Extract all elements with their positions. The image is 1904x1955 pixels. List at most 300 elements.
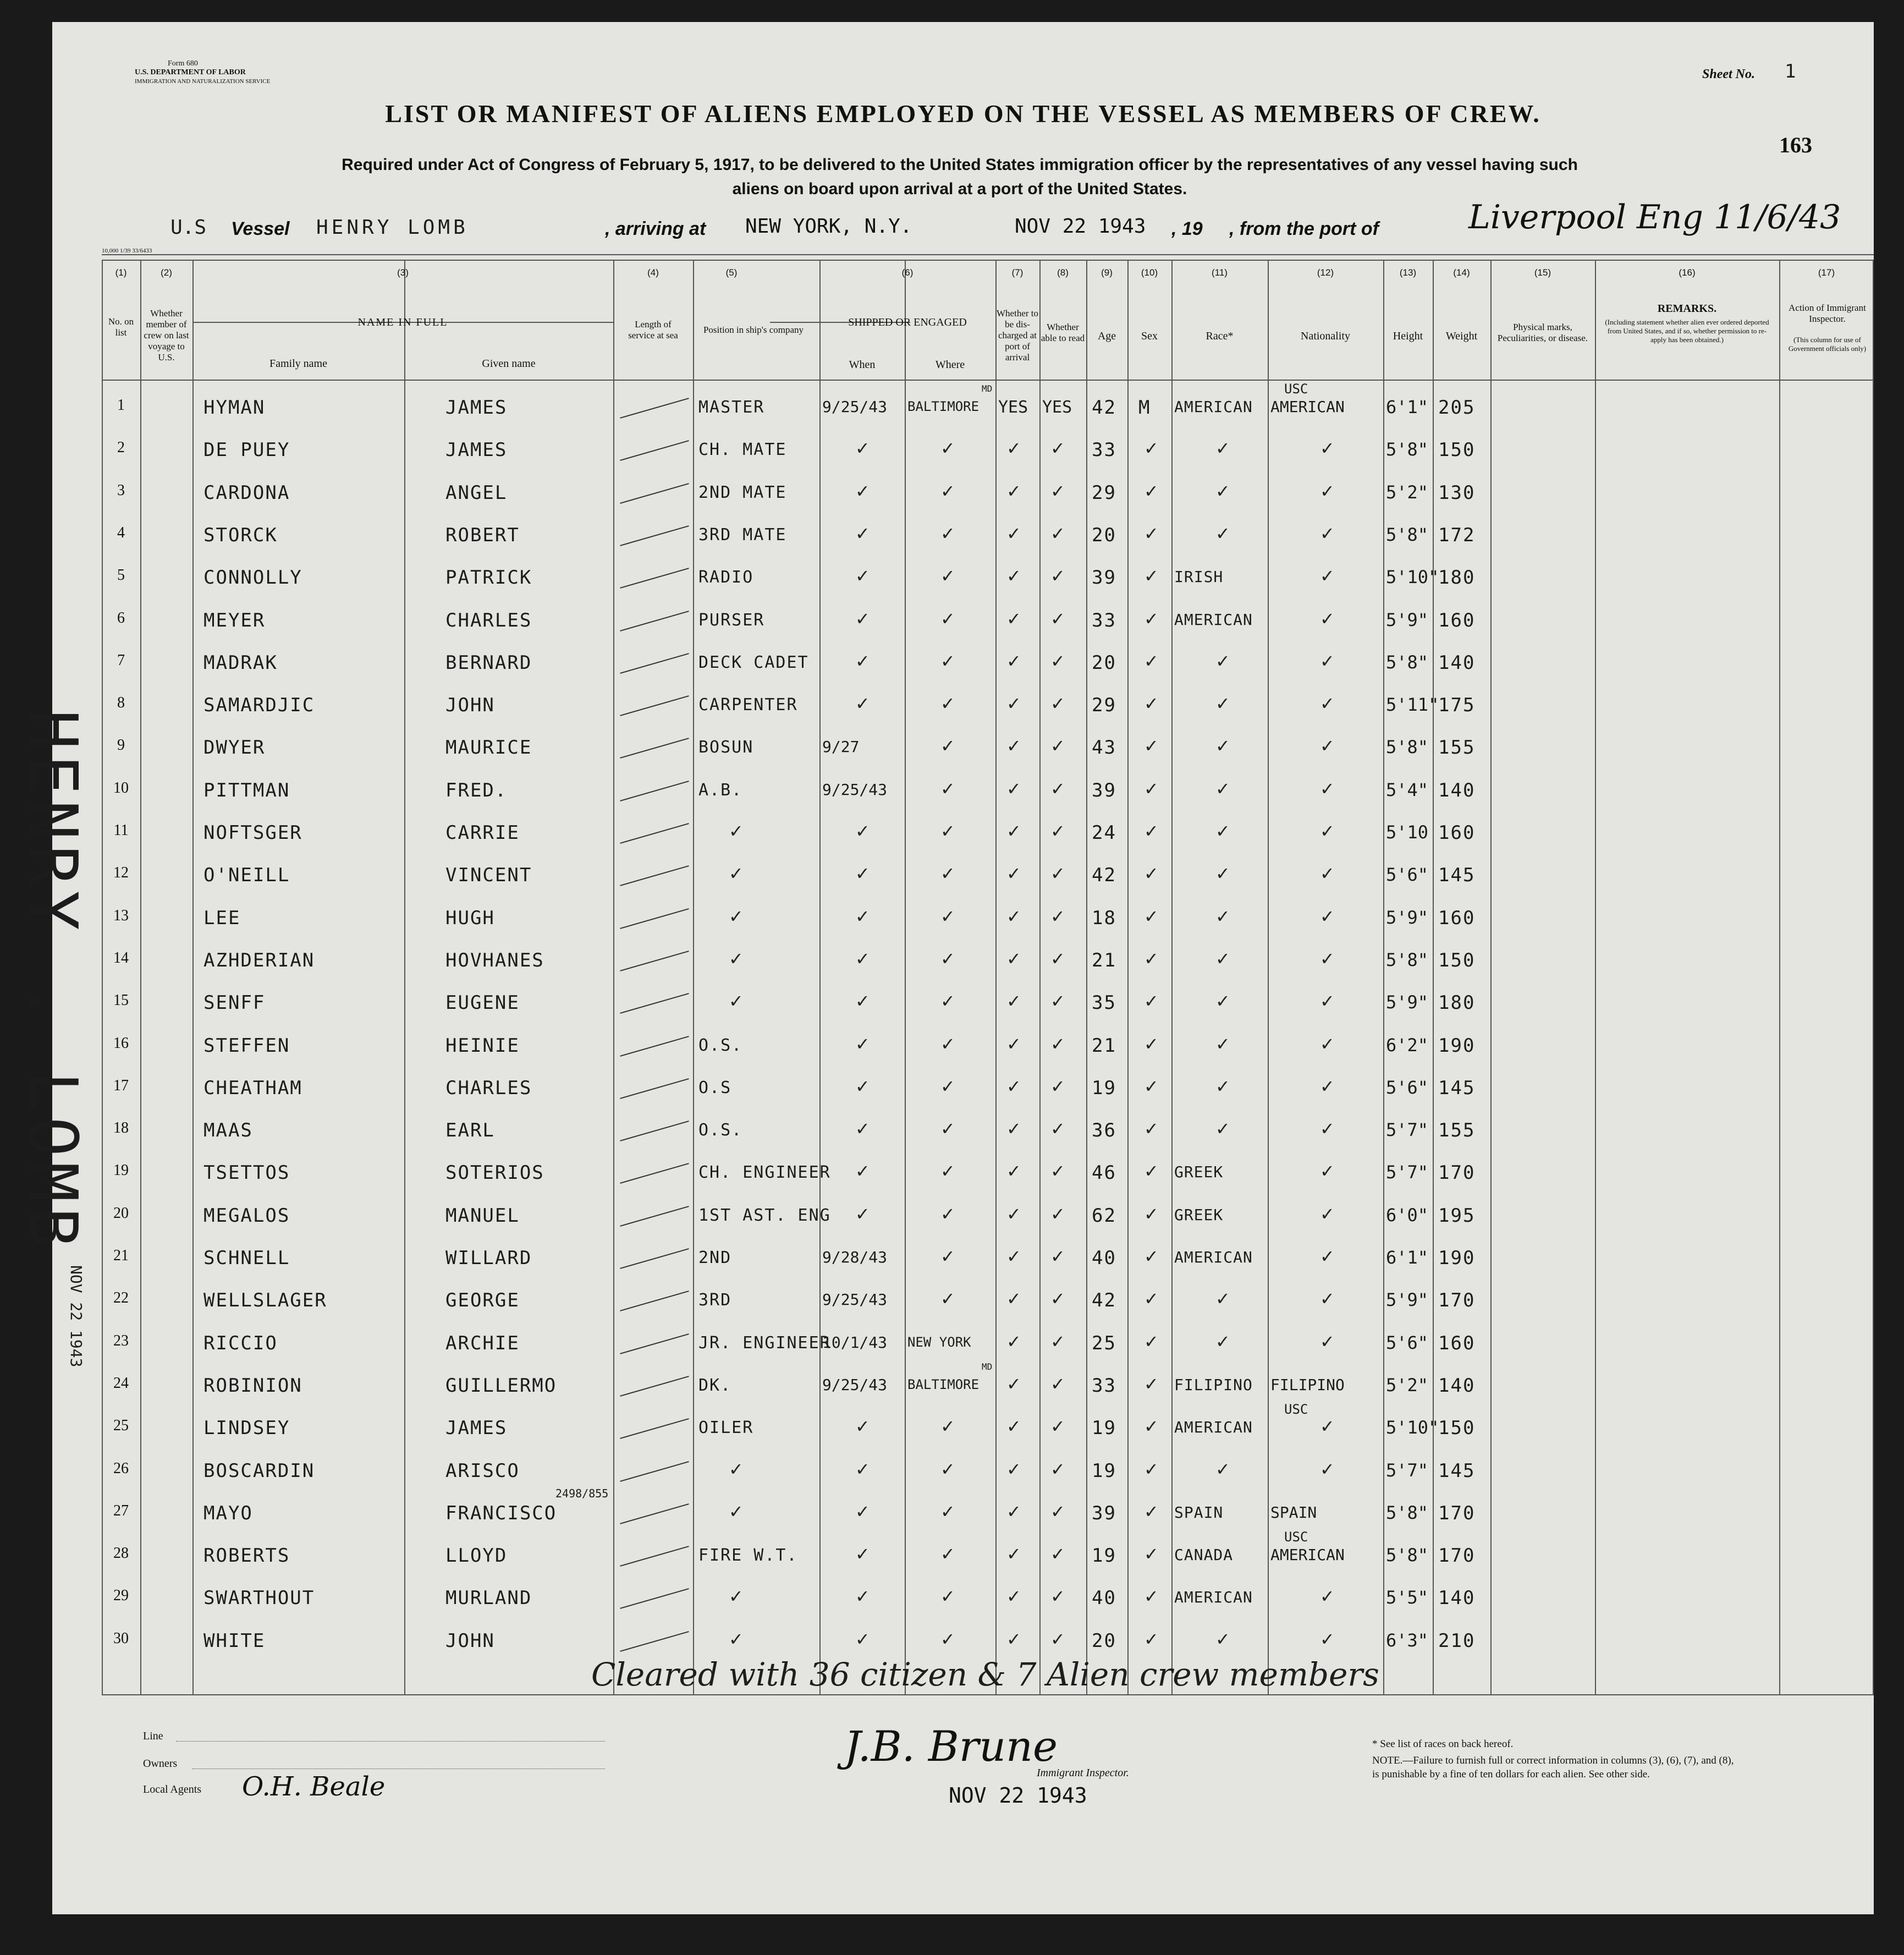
nationality: FILIPINO	[1270, 1375, 1345, 1394]
ditto-check-mark: ✓	[1006, 1246, 1021, 1267]
row-number: 9	[117, 737, 125, 754]
ditto-check-mark: ✓	[1215, 991, 1230, 1012]
ditto-check-mark: ✓	[855, 693, 870, 715]
height: 5'6"	[1386, 864, 1429, 886]
family-name: CONNOLLY	[203, 567, 302, 589]
family-name: WELLSLAGER	[203, 1289, 327, 1312]
ditto-check-mark: ✓	[855, 608, 870, 629]
ditto-check-mark: ✓	[1320, 1288, 1335, 1310]
race: CANADA	[1174, 1546, 1234, 1564]
height: 5'9"	[1386, 992, 1429, 1013]
col8-label: Whether able to read	[1041, 322, 1085, 343]
shipped-where: BALTIMORE	[907, 399, 979, 414]
weight: 140	[1438, 1587, 1476, 1610]
race: SPAIN	[1174, 1503, 1224, 1522]
ditto-check-mark: ✓	[940, 523, 955, 544]
service-length-mark	[620, 1461, 689, 1482]
footer-line-rule	[176, 1741, 605, 1742]
service-length-mark	[620, 1631, 689, 1652]
ditto-check-mark: ✓	[1320, 991, 1335, 1012]
col17-label: Action of Immigrant Inspector.	[1789, 303, 1866, 324]
ditto-check-mark: ✓	[1006, 1586, 1021, 1607]
height: 5'10"	[1386, 567, 1439, 588]
position: BOSUN	[698, 738, 754, 757]
position: PURSER	[698, 610, 765, 630]
height: 5'2"	[1386, 1374, 1429, 1396]
ditto-check-mark: ✓	[1006, 565, 1021, 587]
ditto-check-mark: ✓	[1006, 1118, 1021, 1140]
ditto-check-mark: ✓	[1144, 1331, 1159, 1352]
given-name: HUGH	[445, 907, 495, 929]
family-name: RICCIO	[203, 1332, 278, 1354]
col4-label: Length of service at sea	[628, 319, 678, 341]
row-number: 18	[113, 1119, 129, 1137]
nationality: AMERICAN	[1270, 1546, 1345, 1564]
ditto-check-mark: ✓	[1215, 1331, 1230, 1352]
ditto-check-mark: ✓	[1320, 438, 1335, 459]
service-length-mark	[620, 1036, 689, 1057]
row-number: 16	[113, 1034, 129, 1052]
ditto-check-mark: ✓	[855, 821, 870, 842]
crew-row	[52, 563, 1874, 606]
crew-row	[52, 1116, 1874, 1158]
nationality-note: USC	[1284, 1402, 1308, 1418]
age: 46	[1092, 1162, 1116, 1184]
col6-num: (6)	[901, 267, 914, 278]
weight: 195	[1438, 1204, 1476, 1227]
col2-num: (2)	[161, 267, 172, 278]
page-number: 163	[1779, 133, 1812, 157]
ditto-check-mark: ✓	[1144, 991, 1159, 1012]
ditto-check-mark: ✓	[1320, 608, 1335, 629]
crew-row	[52, 381, 1874, 436]
ditto-check-mark: ✓	[1050, 1416, 1065, 1437]
margin-vessel-name: HENRY . LOMB	[14, 710, 91, 1253]
ditto-check-mark: ✓	[1006, 905, 1021, 927]
col3-given: Given name	[482, 358, 536, 370]
ditto-check-mark: ✓	[1006, 650, 1021, 672]
weight: 160	[1438, 609, 1476, 631]
row-number: 4	[117, 524, 125, 541]
service-length-mark	[620, 1290, 689, 1311]
ditto-check-mark: ✓	[940, 1501, 955, 1522]
ditto-check-mark: ✓	[1144, 1586, 1159, 1607]
weight: 150	[1438, 949, 1476, 971]
col14-num: (14)	[1453, 267, 1470, 278]
crew-row	[52, 1329, 1874, 1371]
ditto-check-mark: ✓	[855, 1458, 870, 1480]
ditto-check-mark: ✓	[940, 1458, 955, 1480]
ditto-check-mark: ✓	[855, 948, 870, 969]
ditto-check-mark: ✓	[1320, 693, 1335, 715]
ditto-check-mark: ✓	[1215, 863, 1230, 885]
ditto-check-mark: ✓	[1050, 565, 1065, 587]
ditto-check-mark: ✓	[940, 1416, 955, 1437]
weight: 145	[1438, 1459, 1476, 1482]
col8-num: (8)	[1057, 267, 1069, 278]
ditto-check-mark: ✓	[940, 1161, 955, 1182]
ditto-check-mark: ✓	[1006, 1075, 1021, 1097]
ditto-check-mark: ✓	[855, 1544, 870, 1565]
ditto-check-mark: ✓	[1006, 821, 1021, 842]
ditto-check-mark: ✓	[855, 1416, 870, 1437]
ditto-check-mark: ✓	[1006, 948, 1021, 969]
height: 5'8"	[1386, 1545, 1429, 1566]
ditto-check-mark: ✓	[1006, 1161, 1021, 1182]
ditto-check-mark: ✓	[1050, 480, 1065, 502]
year-label: , 19	[1171, 218, 1203, 239]
height: 5'8"	[1386, 1502, 1429, 1523]
inspector-date-stamp: NOV 22 1943	[949, 1783, 1087, 1808]
crew-row	[52, 819, 1874, 861]
col15-label: Physical marks, Peculiarities, or disease.	[1497, 322, 1588, 343]
ditto-check-mark: ✓	[1215, 523, 1230, 544]
height: 6'0"	[1386, 1204, 1429, 1226]
age: 19	[1092, 1077, 1116, 1099]
given-name: ANGEL	[445, 481, 508, 504]
nationality-note: USC	[1284, 381, 1308, 397]
family-name: MEYER	[203, 609, 266, 631]
height: 5'10	[1386, 822, 1429, 843]
weight: 160	[1438, 822, 1476, 844]
ditto-check-mark: ✓	[940, 778, 955, 799]
ditto-check-mark: ✓	[1050, 693, 1065, 715]
ditto-check-mark: ✓	[940, 1586, 955, 1607]
ditto-check-mark: ✓	[1006, 1416, 1021, 1437]
crew-row	[52, 733, 1874, 776]
age: 40	[1092, 1587, 1116, 1610]
ditto-check-mark: ✓	[940, 905, 955, 927]
col17-num: (17)	[1818, 267, 1835, 278]
age: 40	[1092, 1247, 1116, 1269]
ditto-check-mark: ✓	[1320, 905, 1335, 927]
ditto-check-mark: ✓	[1006, 991, 1021, 1012]
ditto-check-mark: ✓	[729, 905, 744, 927]
row-number: 23	[113, 1332, 129, 1349]
col11-label: Race*	[1206, 330, 1234, 342]
family-name: CARDONA	[203, 481, 290, 504]
ditto-check-mark: ✓	[729, 948, 744, 969]
service-length-mark	[620, 483, 689, 504]
ditto-check-mark: ✓	[855, 1033, 870, 1055]
shipped-when: 9/25/43	[822, 398, 888, 416]
ditto-check-mark: ✓	[1144, 1458, 1159, 1480]
service-length-mark	[620, 653, 689, 674]
ditto-check-mark: ✓	[1006, 438, 1021, 459]
row-number: 20	[113, 1204, 129, 1222]
ditto-check-mark: ✓	[1144, 523, 1159, 544]
races-note: * See list of races on back hereof.	[1372, 1738, 1514, 1750]
weight: 145	[1438, 864, 1476, 887]
family-name: LINDSEY	[203, 1417, 290, 1440]
family-name: STEFFEN	[203, 1034, 290, 1057]
ditto-check-mark: ✓	[855, 650, 870, 672]
ditto-check-mark: ✓	[1050, 1544, 1065, 1565]
given-name: LLOYD	[445, 1545, 508, 1567]
weight: 145	[1438, 1077, 1476, 1099]
position: MASTER	[698, 398, 765, 417]
ditto-check-mark: ✓	[1144, 1161, 1159, 1182]
given-name: ARISCO	[445, 1459, 520, 1482]
service-length-mark	[620, 738, 689, 759]
age: 25	[1092, 1332, 1116, 1354]
family-name: MADRAK	[203, 651, 278, 674]
given-name: WILLARD	[445, 1247, 532, 1269]
service-length-mark	[620, 440, 689, 461]
row-number: 30	[113, 1629, 129, 1647]
footer-owners-label: Owners	[143, 1758, 178, 1770]
ditto-check-mark: ✓	[1050, 1501, 1065, 1522]
able-to-read: YES	[1042, 398, 1072, 417]
family-name: BOSCARDIN	[203, 1459, 315, 1482]
family-name: MAYO	[203, 1502, 253, 1524]
ditto-check-mark: ✓	[1006, 1373, 1021, 1394]
service-length-mark	[620, 1078, 689, 1099]
ditto-check-mark: ✓	[1215, 650, 1230, 672]
crew-row	[52, 861, 1874, 903]
height: 6'2"	[1386, 1034, 1429, 1056]
ditto-check-mark: ✓	[1144, 1288, 1159, 1310]
ditto-check-mark: ✓	[940, 1288, 955, 1310]
ditto-check-mark: ✓	[1050, 821, 1065, 842]
ditto-check-mark: ✓	[729, 991, 744, 1012]
service-length-mark	[620, 781, 689, 801]
height: 5'9"	[1386, 609, 1429, 630]
position: CARPENTER	[698, 695, 798, 715]
ditto-check-mark: ✓	[940, 821, 955, 842]
crew-row	[52, 606, 1874, 649]
crew-row	[52, 1486, 1874, 1541]
row-number: 6	[117, 609, 125, 627]
age: 20	[1092, 1629, 1116, 1652]
col6-when: When	[849, 359, 876, 371]
service-length-mark	[620, 1333, 689, 1354]
given-name: HOVHANES	[445, 949, 544, 971]
position: O.S	[698, 1078, 732, 1097]
col3-num: (3)	[397, 267, 409, 278]
ditto-check-mark: ✓	[1050, 523, 1065, 544]
crew-row	[52, 1584, 1874, 1626]
col15-num: (15)	[1534, 267, 1551, 278]
ditto-check-mark: ✓	[1320, 735, 1335, 757]
nationality-note: USC	[1284, 1529, 1308, 1545]
height: 5'6"	[1386, 1077, 1429, 1098]
height: 5'10"	[1386, 1417, 1439, 1438]
ditto-check-mark: ✓	[1144, 1373, 1159, 1394]
ditto-check-mark: ✓	[1006, 1628, 1021, 1650]
weight: 180	[1438, 992, 1476, 1014]
crew-row	[52, 521, 1874, 563]
arriving-label: , arriving at	[605, 218, 706, 239]
weight: 175	[1438, 694, 1476, 717]
ditto-check-mark: ✓	[1050, 905, 1065, 927]
service-length-mark	[620, 951, 689, 971]
col5-label: Position in ship's company	[703, 325, 804, 335]
family-name: SWARTHOUT	[203, 1587, 315, 1610]
weight: 170	[1438, 1162, 1476, 1184]
ditto-check-mark: ✓	[1320, 1416, 1335, 1437]
crew-row	[52, 776, 1874, 819]
position: DECK CADET	[698, 652, 809, 672]
position: FIRE W.T.	[698, 1546, 798, 1566]
ditto-check-mark: ✓	[1050, 1075, 1065, 1097]
ditto-check-mark: ✓	[940, 1203, 955, 1224]
given-name: JOHN	[445, 1629, 495, 1652]
family-name: SAMARDJIC	[203, 694, 315, 717]
col16-label: REMARKS.	[1657, 303, 1717, 315]
family-name: MEGALOS	[203, 1204, 290, 1227]
ditto-check-mark: ✓	[855, 1586, 870, 1607]
position: O.S.	[698, 1035, 743, 1055]
ditto-check-mark: ✓	[1050, 863, 1065, 885]
family-name: DE PUEY	[203, 439, 290, 462]
ditto-check-mark: ✓	[1144, 821, 1159, 842]
ditto-check-mark: ✓	[1320, 821, 1335, 842]
height: 5'7"	[1386, 1459, 1429, 1481]
ditto-check-mark: ✓	[729, 863, 744, 885]
row-number: 29	[113, 1587, 129, 1605]
inspector-label: Immigrant Inspector.	[1037, 1767, 1129, 1779]
row-number: 28	[113, 1545, 129, 1562]
ditto-check-mark: ✓	[1050, 778, 1065, 799]
age: 39	[1092, 779, 1116, 801]
position: CH. MATE	[698, 440, 787, 460]
age: 19	[1092, 1459, 1116, 1482]
position: 2ND	[698, 1248, 732, 1267]
age: 42	[1092, 1289, 1116, 1312]
arrival-date-stamp: NOV 22 1943	[1015, 215, 1146, 238]
ditto-check-mark: ✓	[1050, 1118, 1065, 1140]
age: 62	[1092, 1204, 1116, 1227]
crew-row	[52, 1201, 1874, 1244]
family-name: LEE	[203, 907, 241, 929]
ditto-check-mark: ✓	[1320, 650, 1335, 672]
service-length-mark	[620, 1418, 689, 1439]
race: AMERICAN	[1174, 1248, 1253, 1266]
ditto-check-mark: ✓	[1050, 1203, 1065, 1224]
col9-num: (9)	[1101, 267, 1113, 278]
ditto-check-mark: ✓	[1144, 1246, 1159, 1267]
row-number: 7	[117, 651, 125, 669]
ditto-check-mark: ✓	[940, 863, 955, 885]
row-number: 24	[113, 1374, 129, 1392]
ditto-check-mark: ✓	[1144, 948, 1159, 969]
row-number: 5	[117, 567, 125, 584]
ditto-check-mark: ✓	[855, 1628, 870, 1650]
ditto-check-mark: ✓	[1320, 1331, 1335, 1352]
age: 33	[1092, 609, 1116, 631]
given-name: ROBERT	[445, 524, 520, 546]
ditto-check-mark: ✓	[855, 1161, 870, 1182]
ditto-check-mark: ✓	[940, 1075, 955, 1097]
given-name: MANUEL	[445, 1204, 520, 1227]
age: 39	[1092, 1502, 1116, 1524]
service-length-mark	[620, 865, 689, 886]
age: 18	[1092, 907, 1116, 929]
col10-num: (10)	[1141, 267, 1158, 278]
col9-label: Age	[1097, 330, 1116, 342]
service-length-mark	[620, 1376, 689, 1397]
height: 5'8"	[1386, 524, 1429, 545]
col12-num: (12)	[1317, 267, 1334, 278]
shipped-when: 9/28/43	[822, 1248, 888, 1266]
shipped-when: 9/25/43	[822, 1290, 888, 1309]
given-name-note: 2498/855	[555, 1486, 609, 1500]
given-name: SOTERIOS	[445, 1162, 544, 1184]
ditto-check-mark: ✓	[1144, 735, 1159, 757]
ditto-check-mark: ✓	[1320, 1586, 1335, 1607]
ditto-check-mark: ✓	[1144, 1501, 1159, 1522]
crew-row	[52, 436, 1874, 478]
ditto-check-mark: ✓	[1050, 991, 1065, 1012]
ditto-check-mark: ✓	[1215, 778, 1230, 799]
col11-num: (11)	[1212, 267, 1228, 278]
family-name: CHEATHAM	[203, 1077, 302, 1099]
ditto-check-mark: ✓	[855, 523, 870, 544]
ditto-check-mark: ✓	[1215, 1118, 1230, 1140]
crew-rows	[52, 380, 1874, 1694]
department: U.S. DEPARTMENT OF LABOR	[135, 68, 246, 76]
vessel-label: Vessel	[231, 218, 290, 239]
footer-line-label: Line	[143, 1730, 163, 1742]
vessel-name: HENRY LOMB	[316, 216, 469, 239]
ditto-check-mark: ✓	[855, 991, 870, 1012]
age: 20	[1092, 524, 1116, 546]
service-length-mark	[620, 1503, 689, 1524]
height: 5'8"	[1386, 949, 1429, 970]
ditto-check-mark: ✓	[1006, 1501, 1021, 1522]
weight: 160	[1438, 907, 1476, 929]
col13-label: Height	[1393, 330, 1423, 342]
shipped-where-note: MD	[982, 1361, 993, 1372]
ditto-check-mark: ✓	[1320, 1161, 1335, 1182]
col16-num: (16)	[1679, 267, 1696, 278]
shipped-where: BALTIMORE	[907, 1376, 979, 1392]
height: 5'7"	[1386, 1162, 1429, 1183]
ditto-check-mark: ✓	[1050, 735, 1065, 757]
ditto-check-mark: ✓	[1050, 1033, 1065, 1055]
print-code: 10,000 1/39 33/6433	[102, 248, 152, 254]
service-length-mark	[620, 525, 689, 546]
ditto-check-mark: ✓	[940, 1118, 955, 1140]
given-name: EUGENE	[445, 992, 520, 1014]
given-name: CHARLES	[445, 1077, 532, 1099]
height: 6'1"	[1386, 397, 1429, 418]
given-name: FRANCISCO	[445, 1502, 557, 1524]
family-name: ROBINION	[203, 1374, 302, 1397]
ditto-check-mark: ✓	[1144, 905, 1159, 927]
inspector-signature: J.B. Brune	[844, 1722, 1058, 1771]
weight: 150	[1438, 1417, 1476, 1440]
race: AMERICAN	[1174, 398, 1253, 416]
ditto-check-mark: ✓	[1215, 1075, 1230, 1097]
age: 21	[1092, 1034, 1116, 1057]
row-number: 3	[117, 481, 125, 499]
race: IRISH	[1174, 568, 1224, 586]
weight: 140	[1438, 779, 1476, 801]
given-name: ARCHIE	[445, 1332, 520, 1354]
ditto-check-mark: ✓	[940, 565, 955, 587]
weight: 160	[1438, 1332, 1476, 1354]
given-name: JAMES	[445, 439, 508, 462]
col6-where: Where	[935, 359, 965, 371]
ditto-check-mark: ✓	[940, 991, 955, 1012]
ditto-check-mark: ✓	[940, 735, 955, 757]
crew-row	[52, 1286, 1874, 1328]
ditto-check-mark: ✓	[1144, 1544, 1159, 1565]
given-name: MURLAND	[445, 1587, 532, 1610]
ditto-check-mark: ✓	[940, 1033, 955, 1055]
